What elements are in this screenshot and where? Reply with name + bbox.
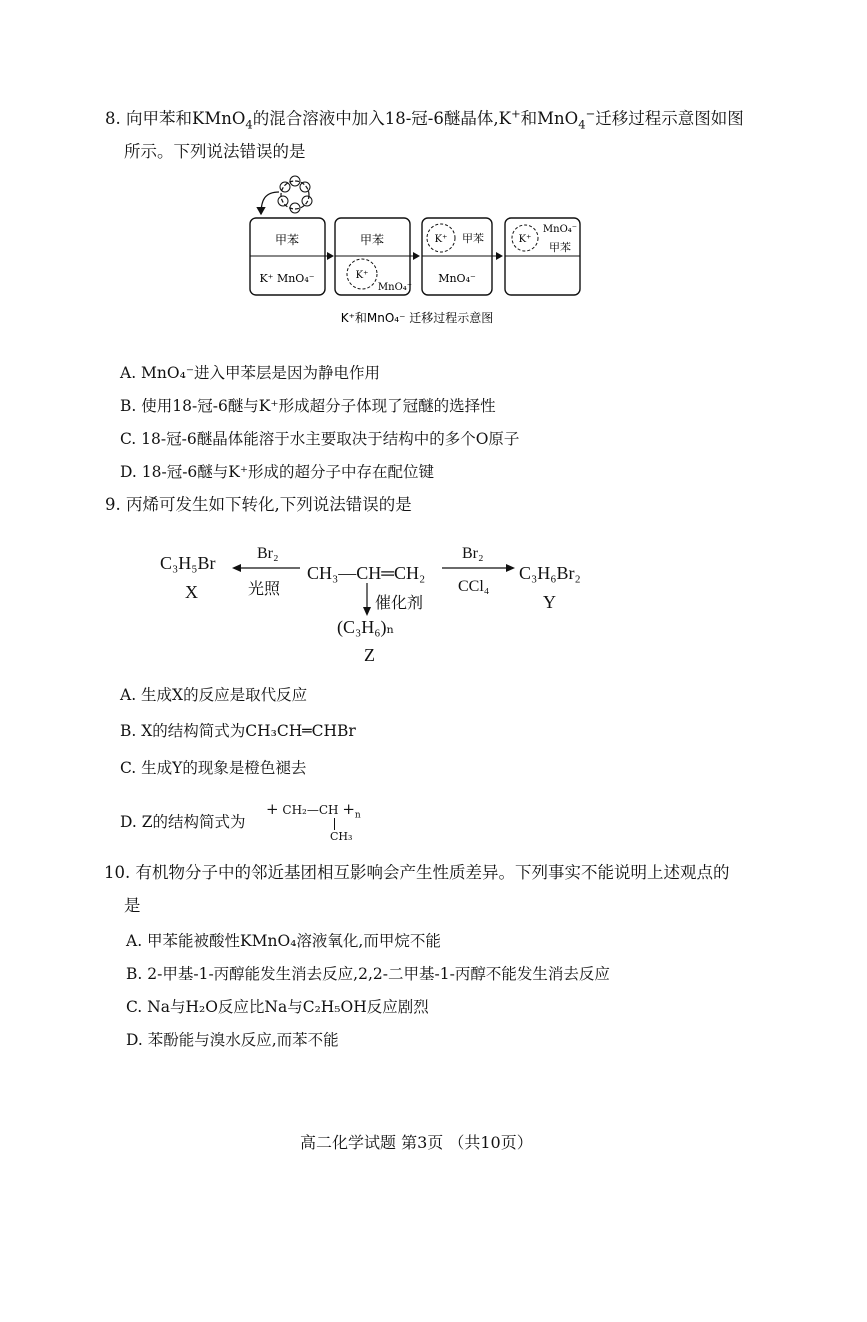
q8-option-b[interactable]: B. 使用18-冠-6醚与K⁺形成超分子体现了冠醚的选择性 <box>120 397 496 415</box>
q9-stem: 9. 丙烯可发生如下转化,下列说法错误的是 <box>105 495 412 514</box>
y-label: Y <box>543 592 556 612</box>
q10-option-a[interactable]: A. 甲苯能被酸性KMnO₄溶液氧化,而甲烷不能 <box>126 932 441 950</box>
box1-bottom-label: K⁺ MnO₄⁻ <box>259 272 315 285</box>
crown-ether-icon <box>278 176 312 213</box>
right-reagent: Br₂ <box>462 545 484 562</box>
x-formula: C₃H₅Br <box>160 553 216 573</box>
right-condition: CCl₄ <box>458 578 490 595</box>
z-label: Z <box>364 645 375 665</box>
diagram-caption: K⁺和MnO₄⁻ 迁移过程示意图 <box>340 311 494 325</box>
left-reagent: Br₂ <box>257 545 279 562</box>
z-structure-main: CH₂—CH <box>282 803 339 817</box>
right-arrow-icon <box>440 561 516 575</box>
left-condition: 光照 <box>248 579 281 598</box>
z-formula: (C₃H₆)ₙ <box>337 617 395 637</box>
q10-stem-line2: 是 <box>124 896 141 915</box>
z-structure: + CH₂—CH $+_n$ <box>266 800 361 821</box>
q8-migration-diagram <box>245 170 595 345</box>
box4-mno4: MnO₄⁻ <box>542 224 578 235</box>
box3-bottom-label: MnO₄⁻ <box>438 272 476 285</box>
down-condition: 催化剂 <box>375 593 424 612</box>
q10-option-d[interactable]: D. 苯酚能与溴水反应,而苯不能 <box>126 1031 339 1049</box>
box1-top-label: 甲苯 <box>274 233 300 247</box>
x-label: X <box>185 582 198 602</box>
q8-option-c[interactable]: C. 18-冠-6醚晶体能溶于水主要取决于结构中的多个O原子 <box>120 430 520 448</box>
z-structure-branch: CH₃ <box>330 830 353 843</box>
box2-mno4: MnO₄⁻ <box>377 282 413 293</box>
q10-option-b[interactable]: B. 2-甲基-1-丙醇能发生消去反应,2,2-二甲基-1-丙醇不能发生消去反应 <box>126 965 610 983</box>
q8-option-a[interactable]: A. MnO₄⁻进入甲苯层是因为静电作用 <box>120 364 381 382</box>
q9-option-c[interactable]: C. 生成Y的现象是橙色褪去 <box>120 759 307 777</box>
down-arrow-icon <box>361 583 373 617</box>
z-structure-n: n <box>354 810 361 821</box>
box2-k-ion: K⁺ <box>355 270 369 281</box>
y-formula: C₃H₆Br₂ <box>519 563 581 583</box>
q8-stem-line2: 所示。下列说法错误的是 <box>124 142 306 161</box>
q8-option-d[interactable]: D. 18-冠-6醚与K⁺形成的超分子中存在配位键 <box>120 463 435 481</box>
q10-option-c[interactable]: C. Na与H₂O反应比Na与C₂H₅OH反应剧烈 <box>126 998 429 1016</box>
box4-k-ion: K⁺ <box>518 234 532 245</box>
q9-option-a[interactable]: A. 生成X的反应是取代反应 <box>120 686 308 704</box>
page-footer: 高二化学试题 第3页 （共10页） <box>300 1133 533 1152</box>
box3-top-label: 甲苯 <box>462 232 484 245</box>
propene-formula: CH₃—CH═CH₂ <box>307 563 426 583</box>
q8-stem-line1: 8. 向甲苯和KMnO$_4$的混合溶液中加入18-冠-6醚晶体,K+和MnO$_4$−迁移过程示意图如图 <box>105 106 744 132</box>
box4-top-label: 甲苯 <box>549 241 571 254</box>
left-arrow-icon <box>232 561 302 575</box>
box2-top-label: 甲苯 <box>359 233 385 247</box>
box3-k-ion: K⁺ <box>434 234 448 245</box>
q10-stem-line1: 10. 有机物分子中的邻近基团相互影响会产生性质差异。下列事实不能说明上述观点的 <box>104 863 730 882</box>
q9-option-b[interactable]: B. X的结构简式为CH₃CH═CHBr <box>120 722 356 740</box>
curved-arrow-icon <box>261 192 279 214</box>
q9-option-d[interactable]: D. Z的结构简式为 <box>120 813 246 831</box>
